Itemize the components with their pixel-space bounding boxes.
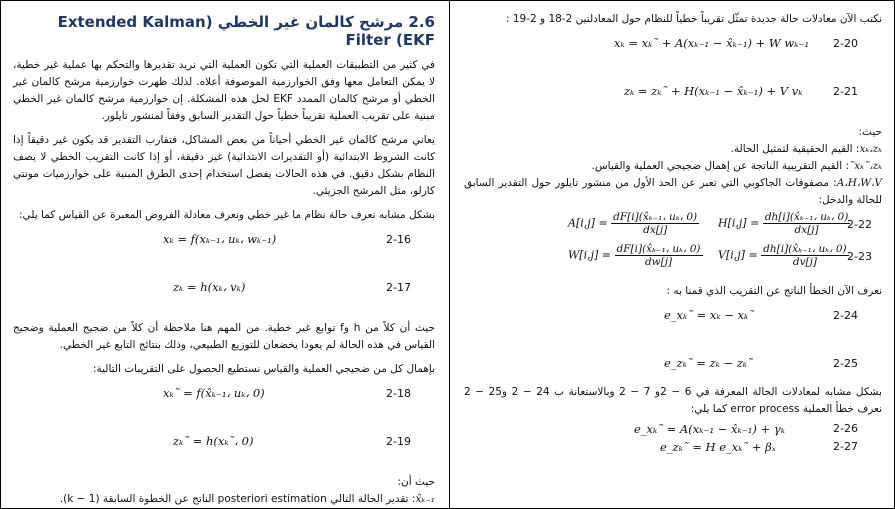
paragraph: في كثير من التطبيقات العملية التي تكون العملية التي نريد تقديرها والتحكم بها عملية غير خطية، لا يمكن التعامل معها وفق الخوارزمية الموصوفة أعلاه. لذلك ظهرت خوارزمية مرشح كالمان غير الخطي أو مرشح كالمان الممدد EKF لحل هذه المشكلة. إن خوارزمية مرشح كالمان غير الخطي مبنية على تقريب العملية تقريباً خطياً حول التقدير السابق وفقاً لمنشور تايلور. xyxy=(13,59,435,122)
equation-2-17 xyxy=(13,278,435,300)
jacobian-w xyxy=(568,243,703,268)
equation-2-21 xyxy=(464,82,882,104)
jacobian-2-23 xyxy=(464,243,882,273)
jacobian-lhs: V[i,j] = xyxy=(718,248,758,262)
equation-2-25 xyxy=(464,354,882,376)
definition-symbol: A،H،W،V xyxy=(836,177,882,189)
definition-line xyxy=(13,491,435,508)
paragraph: بإهمال كل من ضجيجي العملية والقياس نستطيع الحصول على التقريبات التالية: xyxy=(92,363,435,375)
definition-text: : القيم الحقيقية لتمثيل الحالة. xyxy=(730,143,860,155)
equation-2-19 xyxy=(13,432,435,454)
left-page xyxy=(1,1,449,508)
equation-expression: e_xₖ˜ = A(xₖ₋₁ − x̂ₖ₋₁) + γₖ xyxy=(634,422,785,436)
fraction xyxy=(761,243,848,268)
equation-expression: zₖ = h(xₖ، vₖ) xyxy=(173,280,246,294)
paragraph: حيث أن كلاً من h وf توابع غير خطية. من المهم هنا ملاحظة أن كلاً من ضجيج العملية وضجيج القياس في هذه الحالة لم يعودا يخضعان للتوزيع الطبيعي، وذلك بنتائج التابع غير الخطي. xyxy=(13,322,435,351)
jacobian-v xyxy=(718,243,849,268)
fraction-numerator: dF[i](x̂ₖ₋₁، uₖ، 0) xyxy=(613,211,698,223)
paragraph: يعاني مرشح كالمان غير الخطي أحياناً من بعض المشاكل، فتقارب التقدير قد يكون غير دقيقاً إذا كانت الشروط الابتدائية (أو التقديرات الابتدائية) غير دقيقة، أو إذا كانت التقريب الخطي لا يصف النظام بشكل دقيق. في هذه الحالات يفضل استخدام إحدى الطرق المبنية على خوارزميات مونتي كارلو، مثل المرشح الجزيئي. xyxy=(13,134,435,197)
paragraph: نكتب الآن معادلات حالة جديدة تمثّل تقريباً خطياً للنظام حول المعادلتين 2-18 و 2-19 : xyxy=(505,13,882,25)
equation-expression: xₖ = xₖ˜ + A(xₖ₋₁ − x̂ₖ₋₁) + W wₖ₋₁ xyxy=(614,36,810,50)
fraction xyxy=(611,211,699,236)
equation-expression: e_xₖ˜ = xₖ − xₖ˜ xyxy=(664,308,754,322)
where-label: حيث: xyxy=(858,126,882,138)
equation-number: 2-17 xyxy=(386,281,411,294)
jacobian-h xyxy=(718,211,850,236)
fraction xyxy=(763,211,850,236)
definition-symbol: xₖ،zₖ xyxy=(859,143,882,155)
equation-number: 2-24 xyxy=(833,309,858,322)
equation-number: 2-21 xyxy=(833,85,858,98)
equation-2-16 xyxy=(13,230,435,252)
fraction-numerator: dh[i](x̂ₖ₋₁، uₖ، 0) xyxy=(764,211,849,223)
fraction-denominator: dx[j] xyxy=(794,224,819,236)
equation-expression: e_zₖ˜ = zₖ − zₖ˜ xyxy=(664,356,753,370)
equation-number: 2-22 xyxy=(847,218,872,231)
equation-number: 2-19 xyxy=(386,435,411,448)
definition-text: : مصفوفات الجاكوبي التي تعبر عن الحد الأول من منشور تايلور حول التقدير السابق للحالة والدخل: xyxy=(464,177,882,206)
fraction-denominator: dw[j] xyxy=(644,256,673,268)
jacobian-2-22 xyxy=(464,211,882,241)
definition-symbol: xₖ˜،zₖ˜ xyxy=(848,160,882,172)
section-title: 2.6 مرشح كالمان غير الخطي (Extended Kalman Filter (EKF xyxy=(57,13,435,49)
equation-expression: zₖ = zₖ˜ + H(xₖ₋₁ − x̂ₖ₋₁) + V vₖ xyxy=(624,84,803,98)
equation-number: 2-16 xyxy=(386,233,411,246)
equation-2-27 xyxy=(464,440,882,456)
equation-expression: e_zₖ˜ = H e_xₖ˜ + βₓ xyxy=(660,440,776,454)
equation-expression: xₖ = f(xₖ₋₁، uₖ، wₖ₋₁) xyxy=(163,232,277,246)
equation-2-18 xyxy=(13,384,435,406)
paragraph: نعرف الآن الخطأ الناتج عن التقريب الذي قمنا به : xyxy=(666,285,882,297)
fraction-denominator: dx[j] xyxy=(643,224,668,236)
definition-line xyxy=(464,175,882,209)
jacobian-lhs: A[i,j] = xyxy=(568,216,608,230)
equation-number: 2-20 xyxy=(833,37,858,50)
where-label: حيث أن: xyxy=(397,476,435,488)
definition-text: : القيم التقريبية الناتجة عن إهمال ضجيجي العملية والقياس. xyxy=(591,160,849,172)
paragraph: بشكل مشابه نعرف حالة نظام ما غير خطي ونعرف معادلة الفروض المعبرة عن القياس كما يلي: xyxy=(18,209,435,221)
equation-number: 2-27 xyxy=(833,440,858,453)
right-page xyxy=(450,1,894,508)
fraction-denominator: dv[j] xyxy=(792,256,817,268)
definition-line xyxy=(464,158,882,175)
equation-2-24 xyxy=(464,306,882,328)
equation-number: 2-25 xyxy=(833,357,858,370)
equation-number: 2-23 xyxy=(847,250,872,263)
jacobian-lhs: H[i,j] = xyxy=(718,216,760,230)
definition-line xyxy=(464,141,882,158)
equation-number: 2-26 xyxy=(833,422,858,435)
definition-text: : تقدير الحالة التالي posteriori estimation الناتج عن الخطوة السابقة (k − 1). xyxy=(59,493,416,505)
fraction-numerator: dF[i](x̂ₖ₋₁، uₖ، 0) xyxy=(616,243,701,255)
jacobian-a xyxy=(568,211,699,236)
equation-2-26 xyxy=(464,422,882,438)
jacobian-lhs: W[i,j] = xyxy=(568,248,612,262)
fraction-numerator: dh[i](x̂ₖ₋₁، uₖ، 0) xyxy=(763,243,847,255)
equation-2-20 xyxy=(464,34,882,56)
paragraph: بشكل مشابه لمعادلات الحالة المعرفة في 6 − 2و 7 − 2 وبالاستعانة ب 24 − 2 و25 − 2 نعرف خطأ العملية error process كما يلي: xyxy=(464,386,882,415)
equation-expression: xₖ˜ = f(x̂ₖ₋₁، uₖ، 0) xyxy=(163,386,265,400)
definition-symbol: x̂ₖ₋₁ xyxy=(415,493,435,505)
equation-number: 2-18 xyxy=(386,387,411,400)
equation-expression: zₖ˜ = h(xₖ˜، 0) xyxy=(173,434,254,448)
fraction xyxy=(615,243,703,268)
